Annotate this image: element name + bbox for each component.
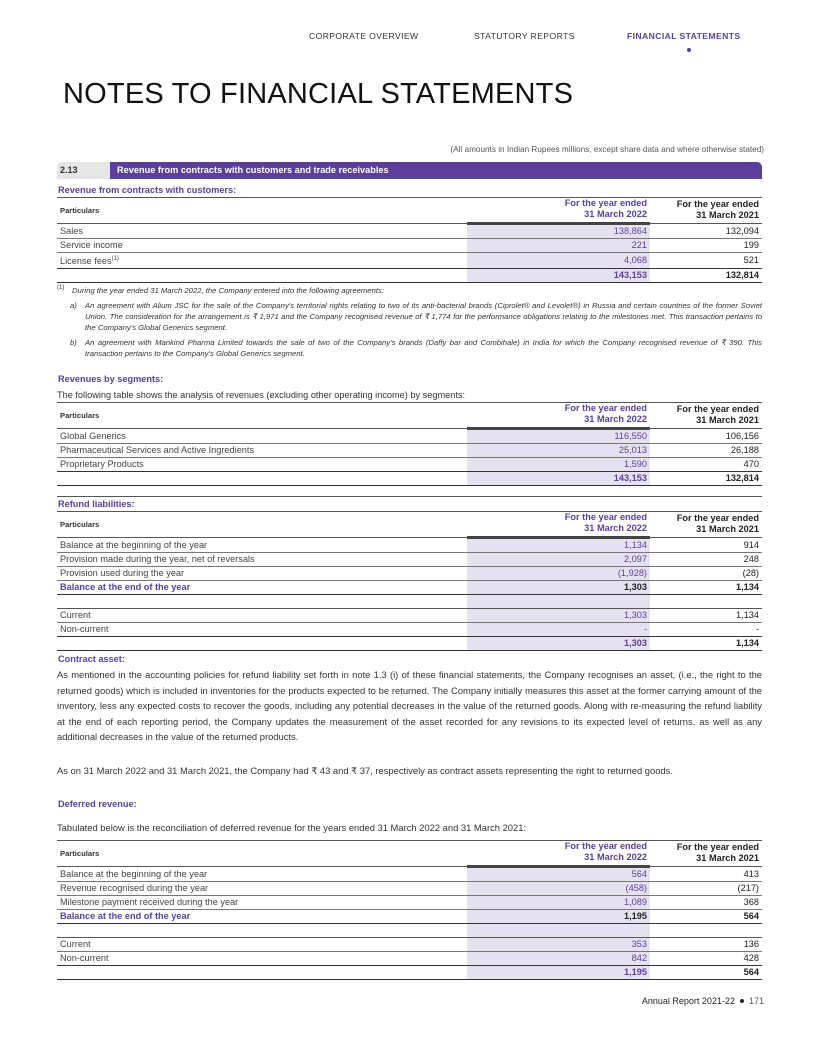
value-2022: 1,089 xyxy=(467,896,650,910)
section-title: Revenue from contracts with customers and trade receivables xyxy=(110,162,762,179)
revenue-contracts-table xyxy=(57,197,762,283)
table-row xyxy=(57,896,762,910)
row-label: Current xyxy=(57,938,467,952)
table-row xyxy=(57,239,762,253)
header-particulars: Particulars xyxy=(57,512,467,538)
revenue-contracts-heading: Revenue from contracts with customers: xyxy=(58,185,237,195)
table-row xyxy=(57,538,762,553)
contract-asset-heading: Contract asset: xyxy=(58,654,125,664)
table-row xyxy=(57,952,762,966)
section-header xyxy=(57,162,762,179)
row-label: Revenue recognised during the year xyxy=(57,882,467,896)
value-2022: 1,303 xyxy=(467,609,650,623)
value-2022: (1,928) xyxy=(467,567,650,581)
segments-heading: Revenues by segments: xyxy=(58,374,164,384)
table-row xyxy=(57,867,762,882)
row-label: Non-current xyxy=(57,952,467,966)
table-row xyxy=(57,882,762,896)
row-label: License fees$^{(1)}$ xyxy=(57,253,467,269)
header-particulars: Particulars xyxy=(57,198,467,224)
footnote xyxy=(57,285,762,359)
value-2022: 1,195 xyxy=(467,910,650,924)
footnote-reference[interactable]: (1) xyxy=(111,256,119,262)
contract-asset-amounts: As on 31 March 2022 and 31 March 2021, the Company had ₹ 43 and ₹ 37, respectively as contract assets representing the right to returned goods. xyxy=(57,765,673,776)
refund-heading: Refund liabilities: xyxy=(58,499,135,509)
table-row xyxy=(57,567,762,581)
value-2021: (217) xyxy=(650,882,762,896)
total-row xyxy=(57,637,762,651)
row-label: Non-current xyxy=(57,623,467,637)
page-number: 171 xyxy=(748,996,764,1006)
deferred-intro: Tabulated below is the reconciliation of deferred revenue for the years ended 31 March 2022 and 31 March 2021: xyxy=(57,822,527,833)
table-row xyxy=(57,458,762,472)
header-2021: For the year ended 31 March 2021 xyxy=(650,403,762,429)
value-2021: 1,134 xyxy=(650,581,762,595)
total-2022: 143,153 xyxy=(467,472,650,486)
table-row xyxy=(57,429,762,444)
row-label: Sales xyxy=(57,224,467,239)
deferred-heading: Deferred revenue: xyxy=(58,799,137,809)
total-2022: 1,195 xyxy=(467,966,650,980)
table-row xyxy=(57,609,762,623)
value-2022: 1,303 xyxy=(467,581,650,595)
value-2022: 353 xyxy=(467,938,650,952)
total-2021: 1,134 xyxy=(650,637,762,651)
top-navigation xyxy=(0,31,820,51)
value-2021: (28) xyxy=(650,567,762,581)
balance-row xyxy=(57,581,762,595)
value-2022: 221 xyxy=(467,239,650,253)
nav-financial-statements[interactable]: FINANCIAL STATEMENTS xyxy=(627,31,741,41)
value-2021: - xyxy=(650,623,762,637)
table-row xyxy=(57,553,762,567)
header-2021: For the year ended 31 March 2021 xyxy=(650,198,762,224)
value-2022: 116,550 xyxy=(467,429,650,444)
value-2022: 138,864 xyxy=(467,224,650,239)
active-nav-indicator xyxy=(687,48,691,52)
value-2022: 842 xyxy=(467,952,650,966)
row-label: Milestone payment received during the year xyxy=(57,896,467,910)
value-2021: 428 xyxy=(650,952,762,966)
header-particulars: Particulars xyxy=(57,841,467,867)
value-2021: 136 xyxy=(650,938,762,952)
value-2021: 132,094 xyxy=(650,224,762,239)
nav-statutory-reports[interactable]: STATUTORY REPORTS xyxy=(474,31,575,41)
value-2021: 1,134 xyxy=(650,609,762,623)
total-2022: 143,153 xyxy=(467,269,650,283)
total-row xyxy=(57,966,762,980)
total-2021: 132,814 xyxy=(650,269,762,283)
total-row xyxy=(57,269,762,283)
row-label: Balance at the end of the year xyxy=(57,910,467,924)
footnote-mark: (1) xyxy=(57,285,65,291)
row-label: Global Generics xyxy=(57,429,467,444)
total-2021: 132,814 xyxy=(650,472,762,486)
table-row xyxy=(57,253,762,269)
row-label: Proprietary Products xyxy=(57,458,467,472)
header-2022: For the year ended 31 March 2022 xyxy=(467,198,650,224)
footnote-item: a) An agreement with Alium JSC for the sale of the Company's territorial rights relating to two of its anti-bacterial brands (Ciprolet® and Levolet®) in Russia and certain countries of the former Soviet Union. The consideration for the arrangement is ₹ 1,971 and the Company recognised revenue of ₹ 1,774 for the performance obligations relating to the milestones met. This transaction pertains to the Company's Global Generics segment. xyxy=(70,301,762,332)
header-particulars: Particulars xyxy=(57,403,467,429)
value-2022: 2,097 xyxy=(467,553,650,567)
header-2021: For the year ended 31 March 2021 xyxy=(650,841,762,867)
value-2021: 914 xyxy=(650,538,762,553)
amounts-note: (All amounts in Indian Rupees millions, except share data and where otherwise stated) xyxy=(450,145,764,154)
value-2021: 521 xyxy=(650,253,762,269)
row-label: Pharmaceutical Services and Active Ingredients xyxy=(57,444,467,458)
value-2021: 470 xyxy=(650,458,762,472)
table-row xyxy=(57,623,762,637)
segments-table xyxy=(57,402,762,486)
row-label: Balance at the beginning of the year xyxy=(57,867,467,882)
section-number: 2.13 xyxy=(57,162,110,179)
segments-intro: The following table shows the analysis of revenues (excluding other operating income) by segments: xyxy=(57,390,466,400)
total-row xyxy=(57,472,762,486)
value-2021: 413 xyxy=(650,867,762,882)
value-2021: 26,188 xyxy=(650,444,762,458)
total-2021: 564 xyxy=(650,966,762,980)
header-2021: For the year ended 31 March 2021 xyxy=(650,512,762,538)
table-row xyxy=(57,938,762,952)
value-2022: 564 xyxy=(467,867,650,882)
divider xyxy=(57,496,762,497)
value-2022: 25,013 xyxy=(467,444,650,458)
row-label: Provision used during the year xyxy=(57,567,467,581)
row-label: Current xyxy=(57,609,467,623)
contract-asset-paragraph: As mentioned in the accounting policies for refund liability set forth in note 1.3 (i) of these financial statements, the Company recognises an asset, (i.e., the right to the returned goods) which is included in inventories for the products expected to be returned. The Company initially measures this asset at the former carrying amount of the inventory, less any expected costs to recover the goods, including any potential decreases in the value of the returned goods. Along with re-measuring the refund liability at the end of each reporting period, the Company updates the measurement of the asset recorded for any revisions to its expected level of returns, as well as any additional decreases in the value of the returned products. xyxy=(57,669,762,742)
value-2022: - xyxy=(467,623,650,637)
value-2021: 248 xyxy=(650,553,762,567)
value-2021: 368 xyxy=(650,896,762,910)
row-label: Service income xyxy=(57,239,467,253)
header-2022: For the year ended 31 March 2022 xyxy=(467,841,650,867)
row-label: Provision made during the year, net of reversals xyxy=(57,553,467,567)
value-2021: 106,156 xyxy=(650,429,762,444)
value-2022: (458) xyxy=(467,882,650,896)
value-2022: 1,134 xyxy=(467,538,650,553)
row-label: Balance at the end of the year xyxy=(57,581,467,595)
total-2022: 1,303 xyxy=(467,637,650,651)
footnote-lead: During the year ended 31 March 2022, the Company entered into the following agreements: xyxy=(72,286,384,295)
header-2022: For the year ended 31 March 2022 xyxy=(467,512,650,538)
table-row xyxy=(57,224,762,239)
bullet-icon xyxy=(740,999,744,1003)
header-2022: For the year ended 31 March 2022 xyxy=(467,403,650,429)
row-label: Balance at the beginning of the year xyxy=(57,538,467,553)
value-2021: 199 xyxy=(650,239,762,253)
table-row xyxy=(57,444,762,458)
page-title: NOTES TO FINANCIAL STATEMENTS xyxy=(63,78,574,110)
value-2022: 1,590 xyxy=(467,458,650,472)
page-footer xyxy=(642,996,764,1006)
footnote-item: b) An agreement with Mankind Pharma Limited towards the sale of two of the Company's brands (Daffy bar and Combihale) in India for which the Company recognised revenue of ₹ 390. This transaction pertains to the Company's Global Generics segment. xyxy=(70,338,762,358)
refund-table xyxy=(57,511,762,651)
nav-corporate-overview[interactable]: CORPORATE OVERVIEW xyxy=(309,31,419,41)
report-name: Annual Report 2021-22 xyxy=(641,996,735,1006)
balance-row xyxy=(57,910,762,924)
value-2022: 4,068 xyxy=(467,253,650,269)
deferred-table xyxy=(57,840,762,980)
value-2021: 564 xyxy=(650,910,762,924)
